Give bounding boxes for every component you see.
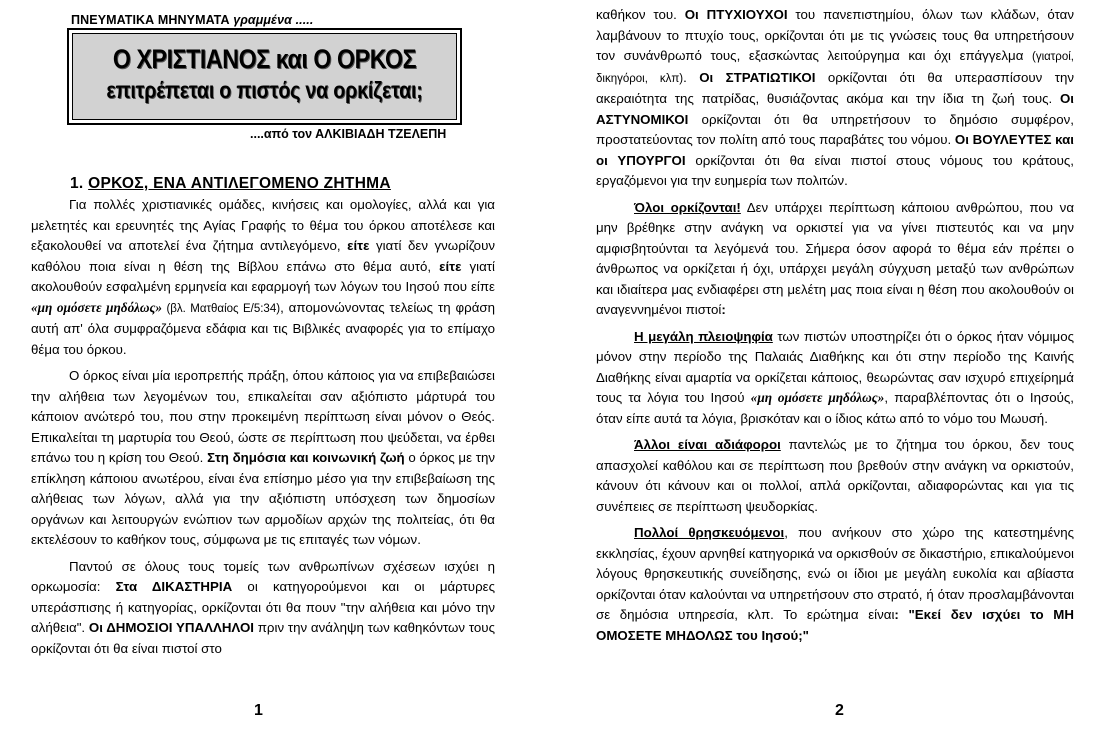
page-1: [0, 0, 551, 734]
paragraph-3: Παντού σε όλους τους τομείς των ανθρωπίνων σχέσεων ισχύει η ορκωμοσία: Στα ΔΙΚΑΣΤΗΡΙΑ οι κατηγορούμενοι και οι μάρτυρες υπεράσπισης ή κατηγορίας, ορκίζονται ότι θα πουν "την αλήθεια και μόνο την αλήθεια". Οι ΔΗΜΟΣΙΟΙ ΥΠΑΛΛΗΛΟΙ πριν την ανάληψη των καθηκόντων τους ορκίζονται ότι θα είναι πιστοί στο: [31, 558, 495, 656]
page-2: [551, 0, 1103, 734]
paragraph-continued: καθήκον του. Οι ΠΤΥΧΙΟΥΧΟΙ του πανεπιστημίου, όλων των κλάδων, όταν λαμβάνουν το πτυχίο τους, ορκίζονται ότι με τις γνώσεις τους θα υπηρετήσουν τον συνάνθρωπό τους, εξασκώντας λειτούργημα και όχι επάγγελμα (γιατροί, δικηγόροι, κλπ). Οι ΣΤΡΑΤΙΩΤΙΚΟΙ ορκίζονται ότι θα υπερασπίσουν την ακεραιότητα της πατρίδας, θυσιάζοντας ακόμα και την ίδια τη ζωή τους. Οι ΑΣΤΥΝΟΜΙΚΟΙ ορκίζονται ότι θα υπηρετήσουν το δημόσιο συμφέρον, προστατεύοντας τον πολίτη από τους παραβάτες του νόμου. Οι ΒΟΥΛΕΥΤΕΣ και οι ΥΠΟΥΡΓΟΙ ορκίζονται ότι θα είναι πιστοί στους νόμους του κράτους, εργαζόμενοι για την ευημερία των πολιτών.: [596, 7, 1075, 188]
page-number: 2: [835, 702, 844, 719]
paragraph-majority: Η μεγάλη πλειοψηφία των πιστών υποστηρίζει ότι ο όρκος ήταν νόμιμος μόνον στην περίοδο της Παλαιάς Διαθήκης και ότι στην περίοδο της Καινής Διαθήκης είναι αμαρτία να ορκίζεται κάποιος, θεωρώντας σαν ισχυρό επιχείρημά τους τα λόγια του Ιησού «μη ομόσετε μηδόλως», παραβλέποντας ότι ο Ιησούς, όταν είπε αυτά τα λόγια, βρισκόταν και ο ίδιος κάτω από το νόμο του Μωυσή.: [596, 328, 1074, 426]
page-number: 1: [254, 702, 263, 719]
title-inner: [72, 33, 457, 120]
section-heading: 1. ΟΡΚΟΣ, ΕΝΑ ΑΝΤΙΛΕΓΟΜΕΝΟ ΖΗΤΗΜΑ: [70, 175, 391, 192]
paragraph-religious: Πολλοί θρησκευόμενοι, που ανήκουν στο χώρο της κατεστημένης εκκλησίας, έχουν αρνηθεί κατηγορικά να ορκισθούν σε δικαστήριο, επικαλούμενοι λόγους θρησκευτικής συνείδησης, ενώ οι ίδιοι με μεγάλη ευκολία και αβίαστα ορκίζονται όταν καλούνται να υπηρετήσουν στο στρατό, ή όταν προσλαμβάνονται σε δημόσια υπηρεσία, κλπ. Το ερώτημα είναι: "Εκεί δεν ισχύει το ΜΗ ΟΜΟΣΕΤΕ ΜΗΔΟΛΩΣ του Ιησού;": [596, 525, 1074, 643]
page-1-body: [31, 195, 495, 659]
paragraph-indifferent: Άλλοι είναι αδιάφοροι παντελώς με το ζήτημα του όρκου, δεν τους απασχολεί καθόλου και σε περίπτωση που βρεθούν στην ανάγκη να ορκιστούν, κάνουν ότι κάνουν και οι πολλοί, απλά ορκίζονται, αδιαφορώντας και για τις συνέπειες σε περίπτωση ψευδορκίας.: [596, 437, 1074, 514]
series-heading: ΠΝΕΥΜΑΤΙΚΑ ΜΗΝΥΜΑΤΑ γραμμένα .....: [71, 13, 314, 27]
series-heading-italic: γραμμένα .....: [233, 13, 314, 27]
quote: «μη ομόσετε μηδόλως»: [31, 299, 163, 315]
paragraph-1: Για πολλές χριστιανικές ομάδες, κινήσεις και ομολογίες, αλλά και για μελετητές και ερευνητές της Αγίας Γραφής το θέμα του όρκου αποτέλεσε και εξακολουθεί να αποτελεί ένα ζήτημα αντιλεγόμενο, είτε γιατί δεν γνωρίζουν καθόλου ποια είναι η θέση της Βίβλου επάνω στο θέμα αυτό, είτε γιατί ακολουθούν εσφαλμένη ερμηνεία και εφαρμογή των λόγων του Ιησού που είπε «μη ομόσετε μηδόλως» (βλ. Ματθαίος Ε/5:34), απομονώνοντας τελείως τη φράση αυτή απ' όλα συμφραζόμενα εδάφια και τις Βιβλικές αναφορές για το επίμαχο θέμα του όρκου.: [31, 197, 495, 357]
paragraph-everyone-swears: Όλοι ορκίζονται! Δεν υπάρχει περίπτωση κάποιου ανθρώπου, που να μην βρέθηκε στην ανάγκη να ορκιστεί για να γίνει πιστευτός και να μην αμφισβητούνται τα λεγόμενά του. Σήμερα όσον αφορά το θέμα εάν πρέπει ο άνθρωπος να ορκίζεται ή όχι, υπάρχει μεγάλη σύγχυση μεταξύ των ανθρώπων και ιδιαίτερα μας ενδιαφέρει στη μελέτη μας ποια είναι η θέση που ακολουθούν οι αναγεννημένοι πιστοί:: [596, 199, 1075, 317]
title-line-2: επιτρέπεται ο πιστός να ορκίζεται;: [106, 77, 423, 103]
title-box: [67, 28, 462, 125]
title-line-1: Ο ΧΡΙΣΤΙΑΝΟΣ και Ο ΟΡΚΟΣ: [112, 44, 417, 74]
page-2-body: [596, 5, 1074, 646]
section-title: ΟΡΚΟΣ, ΕΝΑ ΑΝΤΙΛΕΓΟΜΕΝΟ ΖΗΤΗΜΑ: [88, 175, 391, 192]
paragraph-2: Ο όρκος είναι μία ιεροπρεπής πράξη, όπου κάποιος για να επιβεβαιώσει την αλήθεια των λεγομένων του, επικαλείται σαν αξιόπιστο μάρτυρά του κάποιον ανώτερό του, που στην προκειμένη περίπτωση είναι μόνον ο Θεός. Επικαλείται τη μαρτυρία του Θεού, ώστε σε περίπτωση που ψεύδεται, να έρθει επάνω του η κρίση του Θεού. Στη δημόσια και κοινωνική ζωή ο όρκος με την επίκληση κάποιου ανωτέρου, είναι ένα επίσημο μέσο για την επιβεβαίωση της αλήθειας των λόγων, αλλά για την αξιόπιστη υπόσχεση των δημοσίων οργάνων και λειτουργών ενώπιον των αρμοδίων αρχών της πολιτείας, ότι θα εκτελέσουν το καθήκον τους, σύμφωνα με τις επιταγές των νόμων.: [31, 368, 495, 547]
quote: «μη ομόσετε μηδόλως»: [750, 390, 885, 405]
author-line: ....από τον ΑΛΚΙΒΙΑΔΗ ΤΖΕΛΕΠΗ: [250, 127, 447, 141]
